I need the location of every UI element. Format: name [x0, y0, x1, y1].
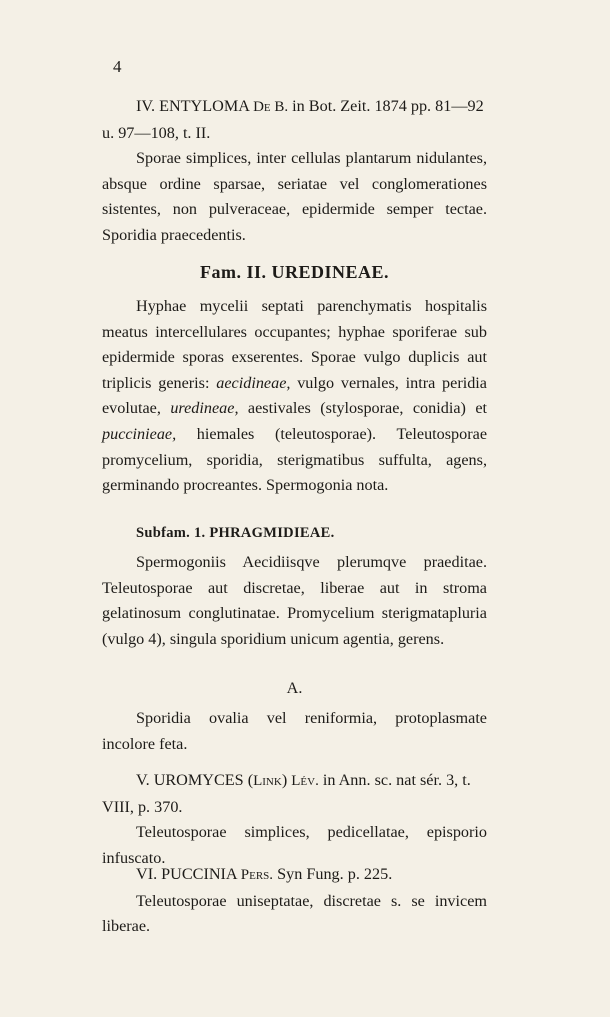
section-a-label: A.	[286, 679, 303, 697]
term-uredineae: uredineae,	[170, 399, 239, 418]
family-paragraph: Hyphae mycelii septati parenchymatis hospitalis meatus intercellulares occupantes; hyphae sporiferae sub epidermide sporas exserentes. Sporae vulgo duplicis aut triplicis generis: aecidineae, vulgo vernales, intra peridia evolutae, uredineae, aestivales (stylosporae, conidia) et puccinieae, hiemales (teleutosporae). Teleutosporae promycelium, sporidia, sterigmatibus suffulta, agens, germinando procreantes. Spermogonia nota.	[102, 297, 487, 495]
uromyces-block	[102, 768, 487, 871]
term-puccinieae: puccinieae,	[102, 424, 177, 443]
entyloma-heading	[102, 94, 487, 121]
entyloma-genus: IV. ENTYLOMA	[136, 97, 250, 115]
puccinia-heading: VI. PUCCINIA Pers. Syn Fung. p. 225.	[136, 865, 393, 883]
entyloma-block	[102, 94, 487, 249]
page-number: 4	[113, 57, 122, 76]
term-aecidineae: aecidineae,	[216, 373, 291, 392]
entyloma-citation: in Bot. Zeit. 1874 pp. 81—92	[292, 97, 484, 115]
subfamily-heading: Subfam. 1. PHRAGMIDIEAE.	[136, 525, 335, 541]
uromyces-author-2: Lév.	[291, 773, 319, 789]
entyloma-description: Sporae simplices, inter cellulas plantarum nidulantes, absque ordine sparsae, seriatae vel conglomerationes sistentes, non pulveraceae, epidermide semper tectae. Sporidia praecedentis.	[102, 149, 487, 244]
section-a	[102, 676, 487, 702]
uromyces-author-1: Link	[253, 773, 282, 789]
uromyces-citation-cont: VIII, p. 370.	[102, 797, 183, 816]
puccinia-block	[102, 862, 487, 940]
entyloma-author: De B.	[253, 99, 289, 115]
uromyces-heading: V. UROMYCES (Link) Lév. in Ann. sc. nat sér. 3, t.	[136, 771, 471, 789]
family-description	[102, 294, 487, 499]
puccinia-description: Teleutosporae uniseptatae, discretae s. se invicem liberae.	[102, 891, 487, 936]
section-a-text	[102, 706, 487, 757]
section-a-description: Sporidia ovalia vel reniformia, protoplasmate incolore feta.	[102, 709, 487, 753]
subfamily-paragraph: Spermogoniis Aecidiisqve plerumqve praeditae. Teleutosporae aut discretae, liberae aut in stroma gelatinosum conglutinatae. Promycelium sterigmatapluria (vulgo 4), singula sporidium unicum agentia, gerens.	[102, 553, 487, 648]
subfamily-description	[102, 550, 487, 652]
puccinia-author: Pers.	[240, 867, 274, 883]
uromyces-description: Teleutosporae simplices, pedicellatae, episporio infuscato.	[102, 823, 487, 867]
family-heading: Fam. II. UREDINEAE.	[199, 262, 390, 282]
entyloma-citation-cont: u. 97—108, t. II.	[102, 123, 211, 142]
